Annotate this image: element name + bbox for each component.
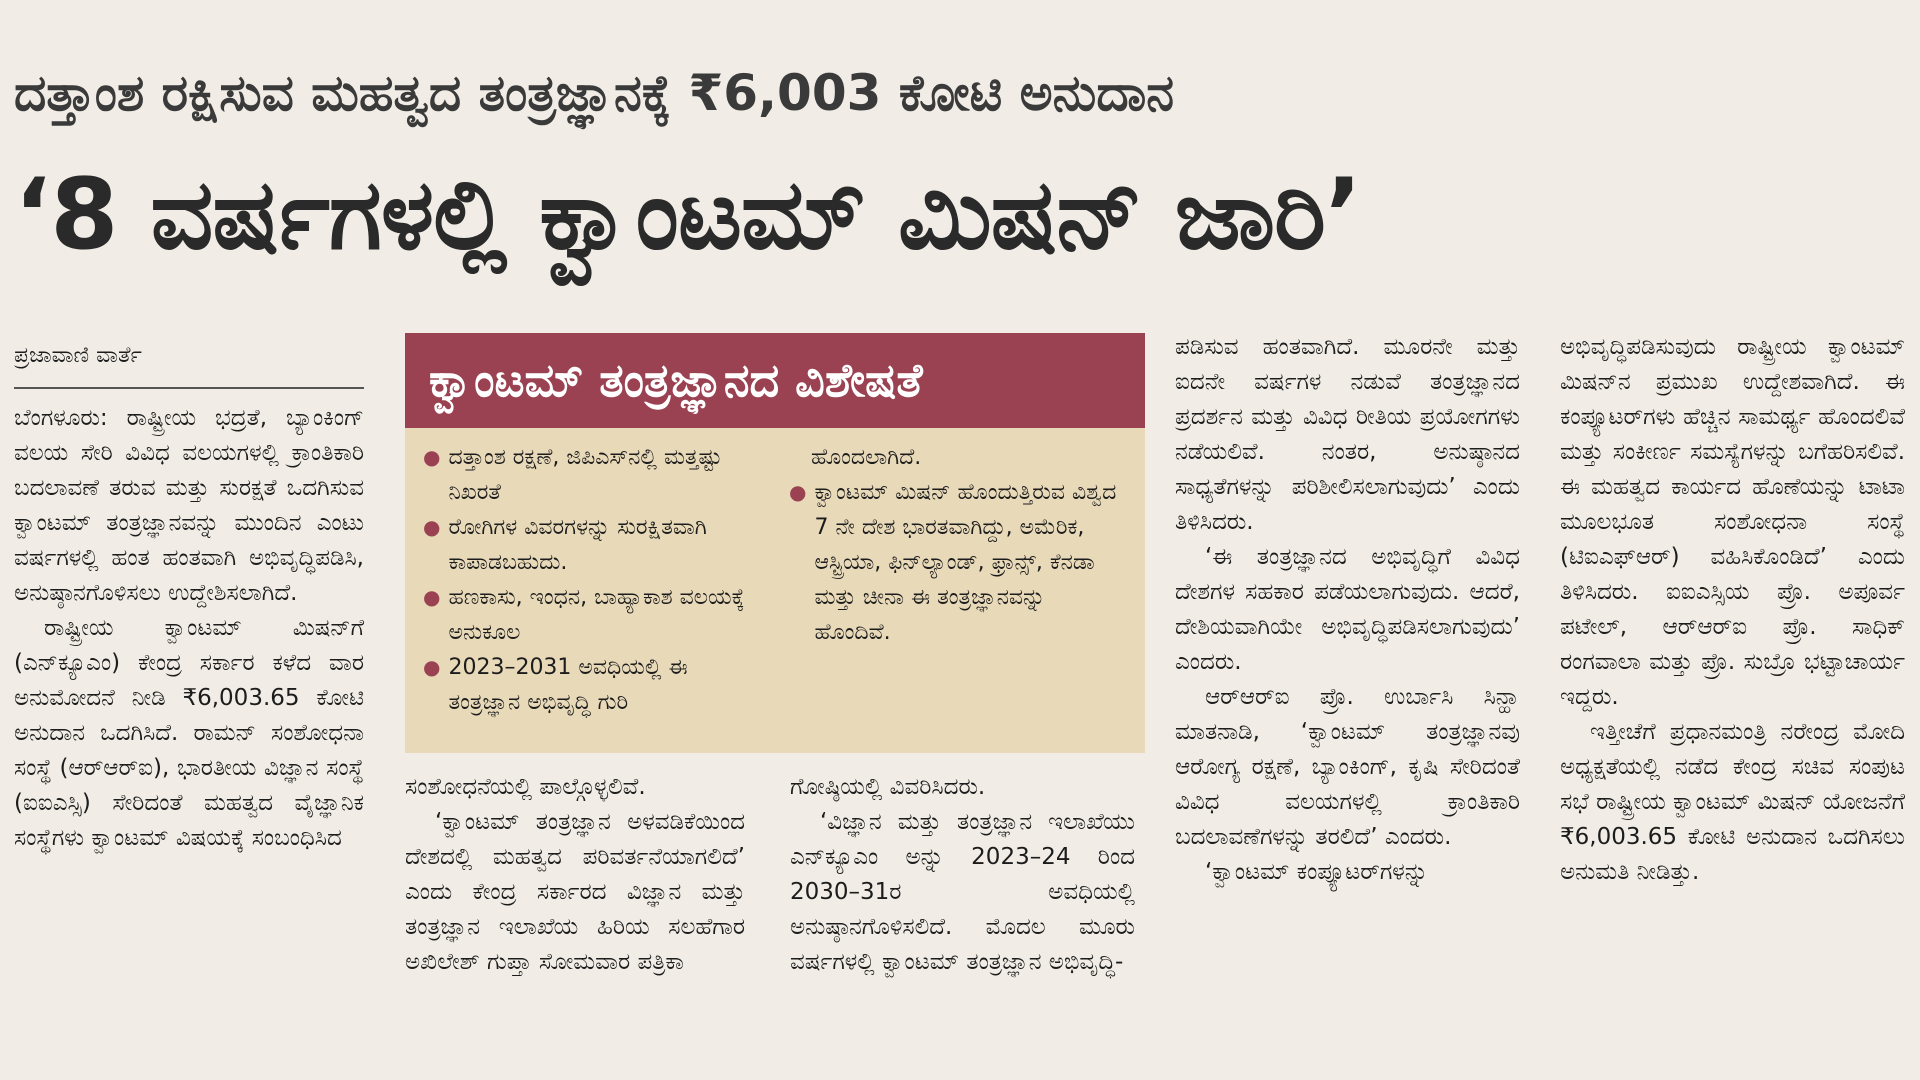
bullet-icon: ● xyxy=(423,585,441,609)
highlight-text: ದತ್ತಾಂಶ ರಕ್ಷಣೆ, ಜಿಪಿಎಸ್‌ನಲ್ಲಿ ಮತ್ತಷ್ಟು ನಿಖರತೆ xyxy=(448,445,722,505)
highlight-text: ರೋಗಿಗಳ ವಿವರಗಳನ್ನು ಸುರಕ್ಷಿತವಾಗಿ ಕಾಪಾಡಬಹುದು. xyxy=(448,515,707,575)
paragraph: ಪಡಿಸುವ ಹಂತವಾಗಿದೆ. ಮೂರನೇ ಮತ್ತು ಐದನೇ ವರ್ಷಗಳ ನಡುವೆ ತಂತ್ರಜ್ಞಾನದ ಪ್ರದರ್ಶನ ಮತ್ತು ವಿವಿಧ ರೀತಿಯ ಪ್ರಯೋಗಗಳು ನಡೆಯಲಿವೆ. ನಂತರ, ಅನುಷ್ಠಾನದ ಸಾಧ್ಯತೆಗಳನ್ನು ಪರಿಶೀಲಿಸಲಾಗುವುದು’ ಎಂದು ತಿಳಿಸಿದರು. xyxy=(1175,334,1520,535)
highlight-text: 2023–2031 ಅವಧಿಯಲ್ಲಿ ಈ ತಂತ್ರಜ್ಞಾನ ಅಭಿವೃದ್ಧಿ ಗುರಿ xyxy=(448,655,688,715)
bullet-icon: ● xyxy=(423,515,441,539)
highlight-item xyxy=(423,650,761,720)
paragraph: ‘ಕ್ವಾಂಟಮ್ ತಂತ್ರಜ್ಞಾನ ಅಳವಡಿಕೆಯಿಂದ ದೇಶದಲ್ಲಿ ಮಹತ್ವದ ಪರಿವರ್ತನೆಯಾಗಲಿದೆ’ ಎಂದು ಕೇಂದ್ರ ಸರ್ಕಾರದ ವಿಜ್ಞಾನ ಮತ್ತು ತಂತ್ರಜ್ಞಾನ ಇಲಾಖೆಯ ಹಿರಿಯ ಸಲಹೆಗಾರ ಅಖಿಲೇಶ್ ಗುಪ್ತಾ ಸೋಮವಾರ ಪತ್ರಿಕಾ xyxy=(405,809,745,975)
highlights-left-column xyxy=(423,440,761,720)
paragraph: ಗೋಷ್ಠಿಯಲ್ಲಿ ವಿವರಿಸಿದರು. xyxy=(790,774,986,800)
paragraph: ‘ಈ ತಂತ್ರಜ್ಞಾನದ ಅಭಿವೃದ್ಧಿಗೆ ವಿವಿಧ ದೇಶಗಳ ಸಹಕಾರ ಪಡೆಯಲಾಗುವುದು. ಆದರೆ, ದೇಶಿಯವಾಗಿಯೇ ಅಭಿವೃದ್ಧಿಪಡಿಸಲಾಗುವುದು’ ಎಂದರು. xyxy=(1175,544,1520,675)
paragraph: ರಾಷ್ಟ್ರೀಯ ಕ್ವಾಂಟಮ್ ಮಿಷನ್‌ಗೆ (ಎನ್‌ಕ್ಯೂಎಂ) ಕೇಂದ್ರ ಸರ್ಕಾರ ಕಳೆದ ವಾರ ಅನುಮೋದನೆ ನೀಡಿ ₹6,003.65 ಕೋಟಿ ಅನುದಾನ ಒದಗಿಸಿದೆ. ರಾಮನ್ ಸಂಶೋಧನಾ ಸಂಸ್ಥೆ (ಆರ್‌ಆರ್‌ಐ), ಭಾರತೀಯ ವಿಜ್ಞಾನ ಸಂಸ್ಥೆ (ಐಐಎಸ್ಸಿ) ಸೇರಿದಂತೆ ಮಹತ್ವದ ವೈಜ್ಞಾನಿಕ ಸಂಸ್ಥೆಗಳು ಕ್ವಾಂಟಮ್ ವಿಷಯಕ್ಕೆ ಸಂಬಂಧಿಸಿದ xyxy=(14,615,364,851)
main-headline: ‘8 ವರ್ಷಗಳಲ್ಲಿ ಕ್ವಾಂಟಮ್ ಮಿಷನ್ ಜಾರಿ’ xyxy=(14,158,1362,272)
highlights-box-title: ಕ್ವಾಂಟಮ್ ತಂತ್ರಜ್ಞಾನದ ವಿಶೇಷತೆ xyxy=(405,333,1145,428)
paragraph: ಇತ್ತೀಚೆಗೆ ಪ್ರಧಾನಮಂತ್ರಿ ನರೇಂದ್ರ ಮೋದಿ ಅಧ್ಯಕ್ಷತೆಯಲ್ಲಿ ನಡೆದ ಕೇಂದ್ರ ಸಚಿವ ಸಂಪುಟ ಸಭೆ ರಾಷ್ಟ್ರೀಯ ಕ್ವಾಂಟಮ್ ಮಿಷನ್ ಯೋಜನೆಗೆ ₹6,003.65 ಕೋಟಿ ಅನುದಾನ ಒದಗಿಸಲು ಅನುಮತಿ ನೀಡಿತ್ತು. xyxy=(1560,719,1905,885)
paragraph: ಅಭಿವೃದ್ಧಿಪಡಿಸುವುದು ರಾಷ್ಟ್ರೀಯ ಕ್ವಾಂಟಮ್ ಮಿಷನ್‌ನ ಪ್ರಮುಖ ಉದ್ದೇಶವಾಗಿದೆ. ಈ ಕಂಪ್ಯೂಟರ್‌ಗಳು ಹೆಚ್ಚಿನ ಸಾಮರ್ಥ್ಯ ಹೊಂದಲಿವೆ ಮತ್ತು ಸಂಕೀರ್ಣ ಸಮಸ್ಯೆಗಳನ್ನು ಬಗೆಹರಿಸಲಿವೆ. ಈ ಮಹತ್ವದ ಕಾರ್ಯದ ಹೊಣೆಯನ್ನು ಟಾಟಾ ಮೂಲಭೂತ ಸಂಶೋಧನಾ ಸಂಸ್ಥೆ (ಟಿಐಎಫ್‌ಆರ್) ವಹಿಸಿಕೊಂಡಿದೆ’ ಎಂದು ತಿಳಿಸಿದರು. ಐಐಎಸ್ಸಿಯ ಪ್ರೊ. ಅಪೂರ್ವ ಪಟೇಲ್, ಆರ್‌ಆರ್‌ಐ ಪ್ರೊ. ಸಾಧಿಕ್ ರಂಗವಾಲಾ ಮತ್ತು ಪ್ರೊ. ಸುಬ್ರೊ ಭಟ್ಟಾಚಾರ್ಯ ಇದ್ದರು. xyxy=(1560,334,1905,710)
highlight-continuation: ಹೊಂದಲಾಗಿದೆ. xyxy=(811,445,922,470)
column-5 xyxy=(1560,330,1905,890)
paragraph: ಸಂಶೋಧನೆಯಲ್ಲಿ ಪಾಲ್ಗೊಳ್ಳಲಿವೆ. xyxy=(405,774,646,800)
byline: ಪ್ರಜಾವಾಣಿ ವಾರ್ತೆ xyxy=(14,338,364,389)
paragraph: ‘ವಿಜ್ಞಾನ ಮತ್ತು ತಂತ್ರಜ್ಞಾನ ಇಲಾಖೆಯು ಎನ್‌ಕ್ಯೂಎಂ ಅನ್ನು 2023–24 ರಿಂದ 2030–31ರ ಅವಧಿಯಲ್ಲಿ ಅನುಷ್ಠಾನಗೊಳಿಸಲಿದೆ. ಮೊದಲ ಮೂರು ವರ್ಷಗಳಲ್ಲಿ ಕ್ವಾಂಟಮ್ ತಂತ್ರಜ್ಞಾನ ಅಭಿವೃದ್ಧಿ- xyxy=(790,809,1135,975)
highlight-item xyxy=(789,475,1127,650)
highlight-item xyxy=(423,580,761,650)
kicker-headline: ದತ್ತಾಂಶ ರಕ್ಷಿಸುವ ಮಹತ್ವದ ತಂತ್ರಜ್ಞಾನಕ್ಕೆ ₹6,003 ಕೋಟಿ ಅನುದಾನ xyxy=(14,64,1175,122)
column-1 xyxy=(14,338,364,856)
column-4 xyxy=(1175,330,1520,890)
bullet-icon: ● xyxy=(423,655,441,679)
column-2 xyxy=(405,770,745,980)
highlight-item xyxy=(423,440,761,510)
bullet-icon: ● xyxy=(789,480,807,504)
highlights-box xyxy=(405,333,1145,753)
highlights-right-column xyxy=(789,440,1127,720)
highlight-text: ಕ್ವಾಂಟಮ್ ಮಿಷನ್ ಹೊಂದುತ್ತಿರುವ ವಿಶ್ವದ 7 ನೇ ದೇಶ ಭಾರತವಾಗಿದ್ದು, ಅಮೆರಿಕ, ಆಸ್ಟ್ರಿಯಾ, ಫಿನ್‌ಲ್ಯಾಂಡ್, ಫ್ರಾನ್ಸ್, ಕೆನಡಾ ಮತ್ತು ಚೀನಾ ಈ ತಂತ್ರಜ್ಞಾನವನ್ನು ಹೊಂದಿವೆ. xyxy=(814,480,1117,645)
paragraph: ‘ಕ್ವಾಂಟಮ್ ಕಂಪ್ಯೂಟರ್‌ಗಳನ್ನು xyxy=(1205,859,1429,885)
column-3 xyxy=(790,770,1135,980)
highlight-text: ಹಣಕಾಸು, ಇಂಧನ, ಬಾಹ್ಯಾಕಾಶ ವಲಯಕ್ಕೆ ಅನುಕೂಲ xyxy=(448,585,745,645)
paragraph: ಆರ್‌ಆರ್‌ಐ ಪ್ರೊ. ಉರ್ಬಾಸಿ ಸಿನ್ಹಾ ಮಾತನಾಡಿ, ‘ಕ್ವಾಂಟಮ್ ತಂತ್ರಜ್ಞಾನವು ಆರೋಗ್ಯ ರಕ್ಷಣೆ, ಬ್ಯಾಂಕಿಂಗ್, ಕೃಷಿ ಸೇರಿದಂತೆ ವಿವಿಧ ವಲಯಗಳಲ್ಲಿ ಕ್ರಾಂತಿಕಾರಿ ಬದಲಾವಣೆಗಳನ್ನು ತರಲಿದೆ’ ಎಂದರು. xyxy=(1175,684,1520,850)
paragraph: ಬೆಂಗಳೂರು: ರಾಷ್ಟ್ರೀಯ ಭದ್ರತೆ, ಬ್ಯಾಂಕಿಂಗ್ ವಲಯ ಸೇರಿ ವಿವಿಧ ವಲಯಗಳಲ್ಲಿ ಕ್ರಾಂತಿಕಾರಿ ಬದಲಾವಣೆ ತರುವ ಮತ್ತು ಸುರಕ್ಷತೆ ಒದಗಿಸುವ ಕ್ವಾಂಟಮ್ ತಂತ್ರಜ್ಞಾನವನ್ನು ಮುಂದಿನ ಎಂಟು ವರ್ಷಗಳಲ್ಲಿ ಹಂತ ಹಂತವಾಗಿ ಅಭಿವೃದ್ಧಿಪಡಿಸಿ, ಅನುಷ್ಠಾನಗೊಳಿಸಲು ಉದ್ದೇಶಿಸಲಾಗಿದೆ. xyxy=(14,405,364,606)
highlight-item xyxy=(423,510,761,580)
bullet-icon: ● xyxy=(423,445,441,469)
